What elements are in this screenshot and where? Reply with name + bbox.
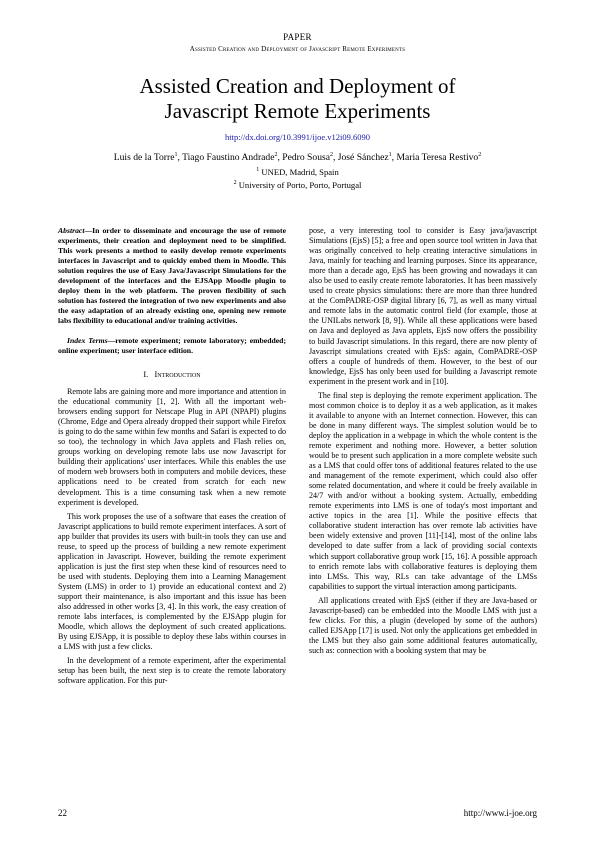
body-paragraph: The final step is deploying the remote experiment application. The most common choice is to deploy it as a web application, as it makes it available to anyone with an Internet connection. However, this can be done in many different ways. The simplest solution would be to deploy the application in a webpage in which the whole content is the remote experiment and nothing more. However, a better solution would be to present such application in a more complete website such as a LMS that could offer tons of additional features related to the use and management of the remote experiment, which could also offer some related documentation, and where it could be freely available in 24/7 with and/or without a booking system. Actually, embedding remote experiments into LMS is one of today's most important and active topics in the area [1]. While the positive effects that collaborative student interaction has over remote lab activities have been widely extensive and proven [11]-[14], most of the online labs developed to date suffer from a lack of providing social contexts which support collaborative group work [15, 16]. A possible approach to enrich remote labs with collaborative features is deploying them into LMSs. This way, RLs can take advantage of the LMSs capabilities to support the virtual interaction among participants. [309, 390, 537, 591]
author-name: José Sánchez [337, 152, 389, 164]
index-terms-lead: Index Terms [67, 336, 108, 345]
author-name: Tiago Faustino Andrade [182, 152, 275, 164]
body-paragraph: This work proposes the use of a software that eases the creation of Javascript applications to build remote experiment interfaces. A sort of app builder that provides its users with built-in tools they can use and reuse, to speed up the process of building a new remote experiment application in Javascript. However, building the remote experiment application is just the first step when these kind of resources need to be used with students. Deploying them into a Learning Management System (LMS) in order to 1) provide an educational context and 2) support their maintenance, is also important and this issue has been also addressed in other works [3, 4]. In this work, the easy creation of remote labs interfaces, is complemented by the EJSApp plugin for Moodle, which allows the deployment of such created applications. By using EJSApp, it is possible to deploy these labs within courses in a LMS with just a few clicks. [58, 511, 286, 652]
body-paragraph: pose, a very interesting tool to consider is Easy java/javascript Simulations (EjsS) [5]; a free and open source tool written in Java that was originally conceived to help creating interactive simulations in Java, mainly for teaching and learning purposes. Since its appearance, more than a decade ago, EjsS has been growing and nowadays it can also be used to easily create remote laboratories. It has been massively used to create physics simulations: there are more than three hundred at the ComPADRE-OSP digital library [6, 7], as well as many virtual and remote labs in the automatic control field (for example, those at the UNILabs network [8, 9]). While all these applications were based on Java and deployed as Java applets, EjsS now offers the possibility to build Javascript simulations. In this regard, there are now plenty of Javascript simulations created with EjsS: again, ComPADRE-OSP offers a couple of hundreds of them. However, to the best of our knowledge, EjsS has only been used for building a Javascript remote experiment in the present work and in [10]. [309, 226, 537, 386]
section-title: Introduction [154, 370, 201, 379]
page-number: 22 [58, 808, 67, 818]
body-paragraph: In the development of a remote experiment, after the experimental setup has been built, the next step is to create the remote laboratory software application. For this pur- [58, 656, 286, 686]
author-list: Luis de la Torre$^1$, Tiago Faustino Andrade$^2$, Pedro Sousa$^2$, José Sánchez$^1$, Maria Teresa Restivo$^2$ [113, 152, 482, 164]
author-affiliation-mark: 2 [478, 152, 482, 158]
author-name: Pedro Sousa [282, 152, 330, 164]
index-terms-text: —remote experiment; remote laboratory; embedded; online experiment; user interface edition. [58, 336, 287, 355]
author-name: Maria Teresa Restivo [396, 152, 479, 164]
doi-link[interactable]: http://dx.doi.org/10.3991/ijoe.v12i09.6090 [224, 132, 371, 142]
abstract-text: —In order to disseminate and encourage the use of remote experiments, their creation and deployment need to be simplified. This work presents a method to easily develop remote experiments interfaces in Javascript and to quickly embed them in Moodle. This solution requires the use of Easy Java/Javascript Simulations for the development of the interfaces and the EJSApp Moodle plugin to deploy them in the web platform. The proven flexibility of such solution has fostered the integration of two new experiments and also the easy adaptation of an already existing one, opening new remote labs flexibility to educational and/or training activities. [58, 226, 286, 325]
journal-section-label: PAPER [283, 32, 312, 42]
running-title: Assisted Creation and Deployment of Javascript Remote Experiments [189, 45, 406, 53]
author-affiliation-mark: 1 [388, 152, 392, 158]
affiliation-text: University of Porto, Porto, Portugal [238, 180, 362, 190]
section-numeral: I. [143, 370, 149, 379]
abstract-lead: Abstract [58, 226, 85, 235]
body-paragraph: Remote labs are gaining more and more importance and attention in the educational community [1, 2]. With all the important web-browsers ending support for Netscape Plug in API (NPAPI) plugins (Chrome, Edge and Opera already dropped their support while Firefox is going to do the same within few months and Safari is expected to do so too), the technology in which Java applets and Flash relies on, groups working on developing remote labs use now Javascript for building their applications' user interfaces. While this enables the use of modern web browsers both in computers and mobile devices, these applications need to be created from scratch for each new development. This is a time consuming task when a new remote experiment is developed. [58, 387, 286, 507]
affiliation-number: 1 [256, 167, 260, 174]
paper-title-line-2: Javascript Remote Experiments [164, 99, 431, 123]
abstract [58, 226, 286, 326]
paper-title-line-1: Assisted Creation and Deployment of [139, 74, 456, 98]
affiliation-number: 2 [233, 180, 237, 187]
affiliation-text: UNED, Madrid, Spain [261, 167, 339, 177]
paper-title [40, 74, 555, 124]
author-name: Luis de la Torre [113, 152, 175, 164]
author-affiliation-mark: 2 [329, 152, 333, 158]
right-column [309, 226, 537, 656]
section-heading-introduction [58, 370, 286, 380]
body-paragraph: All applications created with EjsS (either if they are Java-based or Javascript-based) can be embedded into the Moodle LMS with just a few clicks. For this, a plugin (developed by some of the authors) called EJSApp [17] is used. Not only the applications get embedded in the LMS but they also gain some additional features automatically, such as: connection with a booking system that may be [309, 595, 537, 655]
affiliation-1 [0, 167, 595, 177]
journal-url[interactable]: http://www.i-joe.org [463, 808, 537, 818]
left-column [58, 226, 286, 686]
author-affiliation-mark: 1 [174, 152, 178, 158]
affiliation-2 [0, 180, 595, 190]
index-terms [58, 336, 286, 356]
author-affiliation-mark: 2 [274, 152, 278, 158]
